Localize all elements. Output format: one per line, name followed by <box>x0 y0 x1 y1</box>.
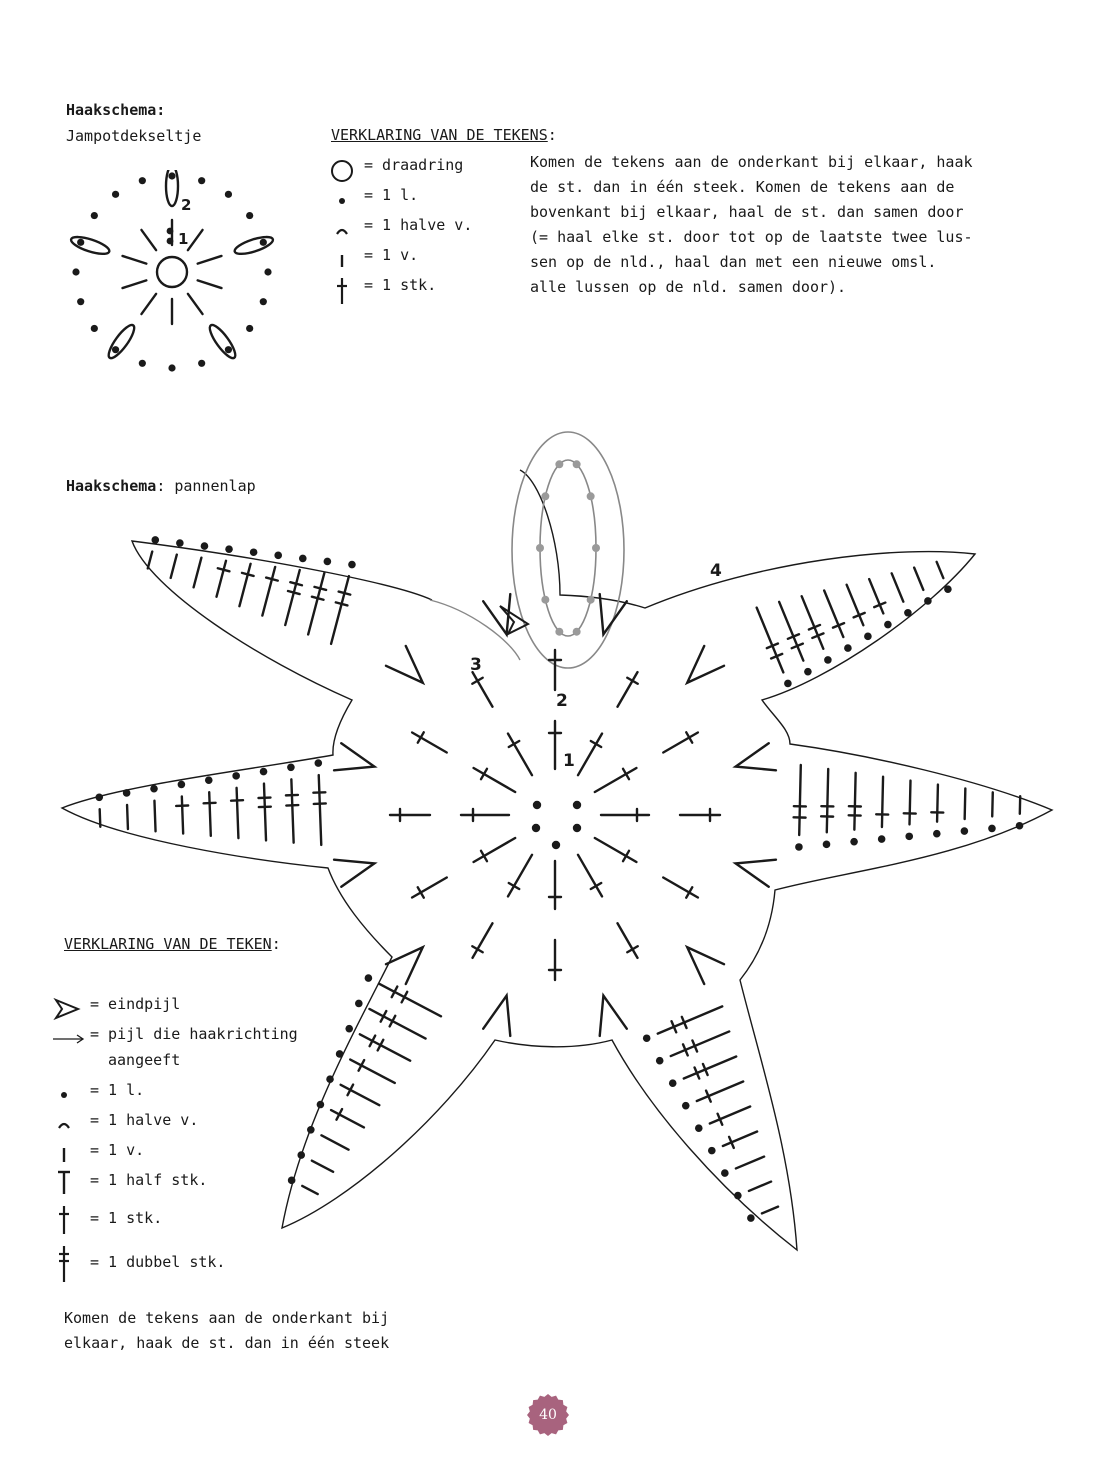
chain-dot <box>314 759 322 767</box>
legend2-label-continuation: aangeeft <box>108 1051 181 1069</box>
stitch-post <box>141 230 156 250</box>
stitch-post <box>658 1006 723 1033</box>
stitch-post <box>578 734 602 776</box>
stitch-post <box>697 1081 743 1101</box>
round-label-4: 4 <box>710 561 722 581</box>
chain-dot <box>345 1025 353 1033</box>
legend2-title-row <box>64 932 281 957</box>
stitch-post <box>237 788 239 838</box>
stitch-post <box>264 784 266 841</box>
chain-dot <box>324 558 332 566</box>
pannenlap-heading: Haakschema <box>66 477 157 495</box>
chain-dot <box>167 228 174 235</box>
stitch-post <box>854 773 855 830</box>
stitch-post <box>198 256 222 264</box>
legend2-label: = 1 dubbel stk. <box>90 1253 226 1271</box>
stitch-post <box>474 768 516 792</box>
chain-dot <box>150 785 158 793</box>
stitch-post <box>302 1186 317 1194</box>
chain-dot <box>246 212 253 219</box>
stitch-post <box>937 785 938 822</box>
stitch-post <box>141 294 156 314</box>
stitch-post <box>508 855 532 897</box>
chain-dot <box>139 177 146 184</box>
stitch-post <box>671 1031 729 1056</box>
chain-dot <box>91 212 98 219</box>
chain-dot-icon <box>330 186 354 216</box>
half-treble-icon <box>52 1168 76 1198</box>
round-label-1: 1 <box>178 230 189 248</box>
double-crochet-icon <box>330 276 354 306</box>
stitch-post <box>188 230 203 250</box>
stitch-v <box>334 860 374 887</box>
direction-arrow-icon <box>52 1024 86 1054</box>
chain-dot <box>804 668 812 676</box>
legend2-title: VERKLARING VAN DE TEKEN <box>64 935 272 953</box>
stitch-bar <box>314 587 326 590</box>
stitch-post <box>779 602 803 661</box>
stitch-bar <box>336 602 348 605</box>
chain-dot <box>307 1126 315 1134</box>
pannenlap-outline <box>62 470 1052 1250</box>
loop-chain-dot <box>573 460 581 468</box>
legend2-label: = 1 v. <box>90 1141 145 1159</box>
chain-dot <box>884 621 892 629</box>
legend2-label: = 1 stk. <box>90 1209 163 1227</box>
stitch-post <box>194 558 202 588</box>
chain-dot <box>260 298 267 305</box>
stitch-post <box>321 1135 348 1149</box>
explanation-line: (= haal elke st. door tot op de laatste twee lus- <box>530 228 973 246</box>
stitch-post <box>262 567 275 616</box>
chain-dot <box>552 841 560 849</box>
stitch-post <box>474 838 516 862</box>
chain-dot <box>123 789 131 797</box>
stitch-post <box>350 1060 395 1083</box>
stitch-post <box>127 805 128 829</box>
stitch-post <box>882 777 883 827</box>
stitch-post <box>684 1056 736 1078</box>
chain-dot <box>533 801 541 809</box>
chain-dot <box>988 825 996 833</box>
stitch-post <box>285 570 299 625</box>
chain-dot <box>933 830 941 838</box>
legend2-label: = eindpijl <box>90 995 181 1013</box>
chain-dot <box>232 772 240 780</box>
explanation-line: Komen de tekens aan de onderkant bij elkaar, haak <box>530 153 973 171</box>
stitch-post <box>123 256 147 264</box>
loop-chain-dot <box>536 544 544 552</box>
stitch-post <box>198 280 222 288</box>
stitch-v <box>736 743 776 770</box>
chain-dot <box>656 1057 664 1065</box>
pannenlap-subtitle: : pannenlap <box>156 477 256 495</box>
loop-chain-dot <box>555 628 563 636</box>
chain-dot <box>151 536 159 544</box>
chain-dot <box>944 585 952 593</box>
legend1-label: = 1 halve v. <box>364 216 473 234</box>
legend2-colon: : <box>271 935 281 953</box>
stitch-post <box>369 1009 425 1039</box>
stitch-bar <box>218 568 230 571</box>
stitch-post <box>312 1161 333 1172</box>
stitch-bar <box>266 578 278 581</box>
stitch-v <box>386 646 423 683</box>
chain-dot <box>326 1075 334 1083</box>
chain-dot <box>112 346 119 353</box>
chain-dot <box>250 548 258 556</box>
stitch-post <box>209 792 211 836</box>
chain-dot <box>77 298 84 305</box>
bottom-note <box>64 1306 389 1356</box>
loop-chain-dot <box>592 544 600 552</box>
chain-dot <box>288 1177 296 1185</box>
stitch-post <box>154 801 155 832</box>
legend1-label: = 1 l. <box>364 186 419 204</box>
legend2-label: = 1 l. <box>90 1081 145 1099</box>
stitch-post <box>762 1207 778 1214</box>
chain-dot <box>225 545 233 553</box>
stitch-post <box>188 294 203 314</box>
stitch-post <box>965 788 966 819</box>
round-label-1: 1 <box>563 751 575 771</box>
chain-dot <box>365 974 373 982</box>
legend1-label: = draadring <box>364 156 464 174</box>
chain-dot <box>795 843 803 851</box>
loop-chain-dot <box>555 460 563 468</box>
chain-dot <box>355 1000 363 1008</box>
stitch-bar <box>339 592 351 595</box>
stitch-post <box>749 1182 771 1191</box>
magic-ring <box>157 257 187 287</box>
explanation-paragraph <box>530 150 973 300</box>
stitch-v <box>736 860 776 887</box>
stitch-post <box>910 781 911 825</box>
chain-dot <box>904 609 912 617</box>
stitch-post <box>992 792 993 816</box>
chain-dot <box>573 801 581 809</box>
chain-dot <box>168 172 175 179</box>
stitch-post <box>847 585 864 625</box>
petal-loop <box>233 234 275 258</box>
stitch-v <box>386 947 423 984</box>
chain-dot <box>264 268 271 275</box>
chain-dot <box>139 360 146 367</box>
stitch-v <box>687 947 724 984</box>
stitch-post <box>508 734 532 776</box>
note-line: Komen de tekens aan de onderkant bij <box>64 1309 390 1327</box>
petal-loop <box>69 234 111 258</box>
round-label-2: 2 <box>181 196 192 214</box>
single-crochet-bar-icon <box>330 246 354 276</box>
stitch-post <box>914 568 923 590</box>
loop-chain-dot <box>587 492 595 500</box>
stitch-post <box>291 779 293 842</box>
loop-chain-dot <box>587 596 595 604</box>
note-line: elkaar, haak de st. dan in één steek <box>64 1334 390 1352</box>
chain-dot <box>168 364 175 371</box>
half-double-arc-icon <box>330 216 354 246</box>
hanging-loop-inner <box>540 460 596 636</box>
explanation-line: alle lussen op de nld. samen door). <box>530 278 847 296</box>
jampot-subtitle: Jampotdekseltje <box>66 127 202 145</box>
chain-dot <box>225 191 232 198</box>
chain-dot <box>721 1169 729 1177</box>
pannenlap-crochet-diagram <box>0 420 1100 1270</box>
stitch-bar <box>312 597 324 600</box>
chain-dot <box>77 239 84 246</box>
petal-loop <box>105 322 138 361</box>
stitch-post <box>824 590 843 637</box>
chain-dot <box>708 1147 716 1155</box>
chain-dot <box>669 1079 677 1087</box>
chain-dot <box>167 238 174 245</box>
chain-dot <box>924 597 932 605</box>
chain-dot <box>246 325 253 332</box>
stitch-post <box>379 984 441 1017</box>
end-arrow-icon <box>52 994 82 1024</box>
chain-dot <box>72 268 79 275</box>
chain-dot <box>824 656 832 664</box>
stitch-post <box>182 796 183 833</box>
legend2-label: = pijl die haakrichting <box>90 1025 298 1043</box>
stitch-post <box>799 765 801 835</box>
chain-dot <box>532 824 540 832</box>
jampot-heading: Haakschema: <box>66 101 166 119</box>
chain-dot <box>178 781 186 789</box>
petal-loop <box>206 322 239 361</box>
chain-dot <box>287 764 295 772</box>
stitch-v <box>334 743 374 770</box>
legend1-title: VERKLARING VAN DE TEKENS <box>331 126 548 144</box>
legend2-label: = 1 halve v. <box>90 1111 199 1129</box>
chain-dot <box>643 1034 651 1042</box>
triple-crochet-icon <box>52 1244 76 1274</box>
chain-dot <box>336 1050 344 1058</box>
stitch-post <box>239 564 250 606</box>
chain-dot <box>112 191 119 198</box>
chain-dot <box>864 633 872 641</box>
chain-dot <box>225 346 232 353</box>
chain-dot <box>260 239 267 246</box>
explanation-line: bovenkant bij elkaar, haal de st. dan samen door <box>530 203 964 221</box>
chain-dot-icon <box>52 1080 76 1110</box>
chain-dot <box>878 835 886 843</box>
stitch-post <box>736 1157 764 1169</box>
chain-dot <box>1016 822 1024 830</box>
chain-dot <box>695 1124 703 1132</box>
loop-chain-dot <box>541 492 549 500</box>
stitch-post <box>217 561 226 597</box>
chain-dot <box>274 552 282 560</box>
single-crochet-bar-icon <box>52 1140 76 1170</box>
stitch-v <box>687 646 724 683</box>
legend1-colon: : <box>547 126 557 144</box>
stitch-post <box>827 769 828 832</box>
chain-dot <box>317 1101 325 1109</box>
stitch-post <box>595 838 637 862</box>
explanation-line: sen op de nld., haal dan met een nieuwe omsl. <box>530 253 937 271</box>
chain-dot <box>95 793 103 801</box>
round-label-2: 2 <box>556 691 568 711</box>
stitch-v <box>483 996 510 1036</box>
chain-dot <box>734 1192 742 1200</box>
stitch-bar <box>290 582 302 585</box>
stitch-post <box>892 573 904 601</box>
chain-dot <box>784 680 792 688</box>
stitch-bar <box>288 591 300 594</box>
legend1-title-row <box>331 123 557 148</box>
page-number: 40 <box>539 1407 557 1423</box>
hanging-loop-outer <box>512 432 624 668</box>
magic-ring-icon <box>330 156 354 186</box>
stitch-post <box>148 552 152 569</box>
double-crochet-icon <box>52 1204 76 1234</box>
chain-dot <box>201 542 209 550</box>
chain-dot <box>747 1214 755 1222</box>
chain-dot <box>961 827 969 835</box>
stitch-post <box>100 809 101 826</box>
legend1-label: = 1 v. <box>364 246 419 264</box>
stitch-post <box>710 1107 750 1124</box>
stitch-post <box>802 596 824 649</box>
loop-chain-dot <box>541 596 549 604</box>
chain-dot <box>573 824 581 832</box>
stitch-v <box>600 996 627 1036</box>
explanation-line: de st. dan in één steek. Komen de tekens aan de <box>530 178 955 196</box>
chain-dot <box>823 841 831 849</box>
stitch-post <box>578 855 602 897</box>
legend2-label: = 1 half stk. <box>90 1171 208 1189</box>
stitch-post <box>308 573 324 634</box>
chain-dot <box>844 644 852 652</box>
legend1-label: = 1 stk. <box>364 276 437 294</box>
chain-dot <box>198 360 205 367</box>
chain-dot <box>176 539 184 547</box>
stitch-post <box>360 1034 410 1060</box>
stitch-post <box>319 775 322 845</box>
chain-dot <box>297 1151 305 1159</box>
stitch-post <box>171 555 177 578</box>
stitch-post <box>757 608 784 673</box>
chain-dot <box>682 1102 690 1110</box>
chain-dot <box>91 325 98 332</box>
stitch-post <box>595 768 637 792</box>
chain-dot <box>205 776 213 784</box>
chain-dot <box>850 838 858 846</box>
stitch-post <box>331 576 349 644</box>
stitch-post <box>123 280 147 288</box>
stitch-bar <box>242 573 254 576</box>
chain-dot <box>198 177 205 184</box>
chain-dot <box>905 833 913 841</box>
chain-dot <box>260 768 268 776</box>
chain-dot <box>299 555 307 563</box>
round-label-3: 3 <box>470 655 482 675</box>
stitch-post <box>869 579 883 613</box>
loop-chain-dot <box>573 628 581 636</box>
stitch-post <box>723 1132 757 1146</box>
jampot-crochet-diagram <box>60 170 290 380</box>
chain-dot <box>348 561 356 569</box>
half-double-arc-icon <box>52 1110 76 1140</box>
stitch-post <box>937 562 944 578</box>
